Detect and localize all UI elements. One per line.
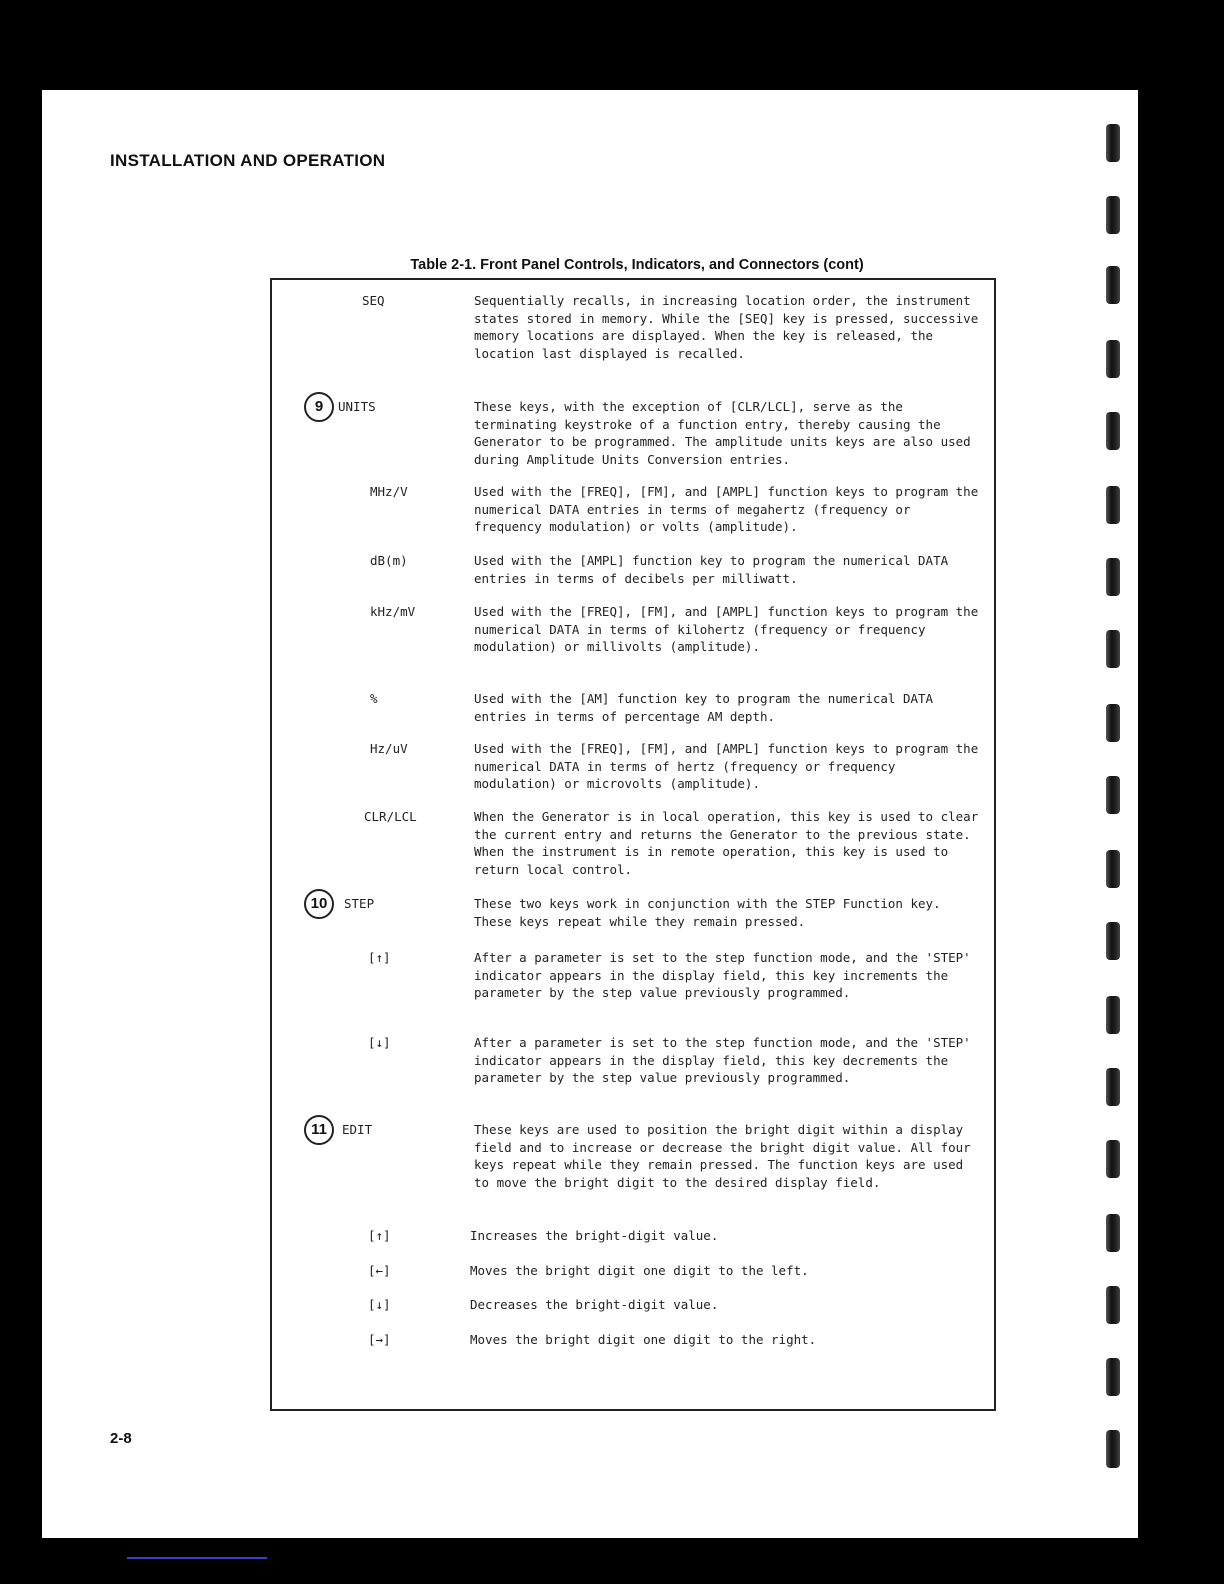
binding-hole bbox=[1106, 266, 1120, 304]
callout-number: 9 bbox=[304, 392, 334, 422]
row-description: Used with the [FREQ], [FM], and [AMPL] function keys to program the numerical DATA in terms of hertz (frequency or frequency modulation) or microvolts (amplitude). bbox=[474, 741, 979, 792]
page-number: 2-8 bbox=[110, 1430, 132, 1447]
binding-hole bbox=[1106, 1068, 1120, 1106]
binding-hole bbox=[1106, 124, 1120, 162]
binding-hole bbox=[1106, 850, 1120, 888]
section-header: INSTALLATION AND OPERATION bbox=[110, 151, 386, 170]
row-label: STEP bbox=[344, 896, 375, 911]
binding-hole bbox=[1106, 486, 1120, 524]
binding-hole bbox=[1106, 412, 1120, 450]
row-description: Used with the [AM] function key to program the numerical DATA entries in terms of percentage AM depth. bbox=[474, 691, 934, 724]
binding-hole bbox=[1106, 558, 1120, 596]
row-description: These two keys work in conjunction with the STEP Function key. These keys repeat while they remain pressed. bbox=[474, 896, 941, 929]
row-label: kHz/mV bbox=[370, 604, 416, 619]
controls-table bbox=[270, 278, 996, 1411]
binding-hole bbox=[1106, 196, 1120, 234]
callout-number: 10 bbox=[304, 889, 334, 919]
row-label: UNITS bbox=[338, 399, 376, 414]
row-description: Sequentially recalls, in increasing location order, the instrument states stored in memory. While the [SEQ] key is pressed, successive memory locations are displayed. When the key is released, the location last displayed is recalled. bbox=[474, 293, 979, 361]
row-label: MHz/V bbox=[370, 484, 408, 499]
binding-hole bbox=[1106, 1214, 1120, 1252]
row-description: After a parameter is set to the step function mode, and the 'STEP' indicator appears in the display field, this key increments the parameter by the step value previously programmed. bbox=[474, 950, 971, 1001]
row-description: Used with the [AMPL] function key to program the numerical DATA entries in terms of decibels per milliwatt. bbox=[474, 553, 949, 586]
row-label: [↓] bbox=[368, 1297, 391, 1312]
row-description: Moves the bright digit one digit to the right. bbox=[470, 1332, 817, 1347]
binding-hole bbox=[1106, 630, 1120, 668]
binding-hole bbox=[1106, 996, 1120, 1034]
binding-hole bbox=[1106, 340, 1120, 378]
row-label: [←] bbox=[368, 1263, 391, 1278]
binding-hole bbox=[1106, 1286, 1120, 1324]
row-label: CLR/LCL bbox=[364, 809, 417, 824]
row-description: These keys are used to position the bright digit within a display field and to increase or decrease the bright digit value. All four keys repeat while they remain pressed. The function keys are used to move the bright digit to the desired display field. bbox=[474, 1122, 971, 1190]
row-description: Used with the [FREQ], [FM], and [AMPL] function keys to program the numerical DATA entries in terms of megahertz (frequency or frequency modulation) or volts (amplitude). bbox=[474, 484, 979, 535]
row-label: % bbox=[370, 691, 378, 706]
row-description: Moves the bright digit one digit to the left. bbox=[470, 1263, 809, 1278]
table-title: Table 2-1. Front Panel Controls, Indicators, and Connectors (cont) bbox=[410, 257, 864, 273]
row-label: EDIT bbox=[342, 1122, 373, 1137]
row-label: Hz/uV bbox=[370, 741, 408, 756]
row-description: Used with the [FREQ], [FM], and [AMPL] function keys to program the numerical DATA in terms of kilohertz (frequency or frequency modulation) or millivolts (amplitude). bbox=[474, 604, 979, 655]
row-label: [↓] bbox=[368, 1035, 391, 1050]
binding-hole bbox=[1106, 1358, 1120, 1396]
row-description: Increases the bright-digit value. bbox=[470, 1228, 719, 1243]
callout-number: 11 bbox=[304, 1115, 334, 1145]
row-label: dB(m) bbox=[370, 553, 408, 568]
row-label: [→] bbox=[368, 1332, 391, 1347]
row-label: [↑] bbox=[368, 1228, 391, 1243]
row-label: [↑] bbox=[368, 950, 391, 965]
binding-hole bbox=[1106, 1140, 1120, 1178]
row-description: These keys, with the exception of [CLR/LCL], serve as the terminating keystroke of a function entry, thereby causing the Generator to be programmed. The amplitude units keys are also used during Amplitude Units Conversion entries. bbox=[474, 399, 971, 467]
row-label: SEQ bbox=[362, 293, 385, 308]
binding-hole bbox=[1106, 704, 1120, 742]
binding-hole bbox=[1106, 776, 1120, 814]
bottom-link-bar bbox=[127, 1557, 267, 1559]
binding-hole bbox=[1106, 922, 1120, 960]
row-description: When the Generator is in local operation, this key is used to clear the current entry and returns the Generator to the previous state. When the instrument is in remote operation, this key is used to return local control. bbox=[474, 809, 979, 877]
binding-hole bbox=[1106, 1430, 1120, 1468]
row-description: Decreases the bright-digit value. bbox=[470, 1297, 719, 1312]
row-description: After a parameter is set to the step function mode, and the 'STEP' indicator appears in the display field, this key decrements the parameter by the step value previously programmed. bbox=[474, 1035, 971, 1086]
document-page bbox=[42, 90, 1138, 1538]
